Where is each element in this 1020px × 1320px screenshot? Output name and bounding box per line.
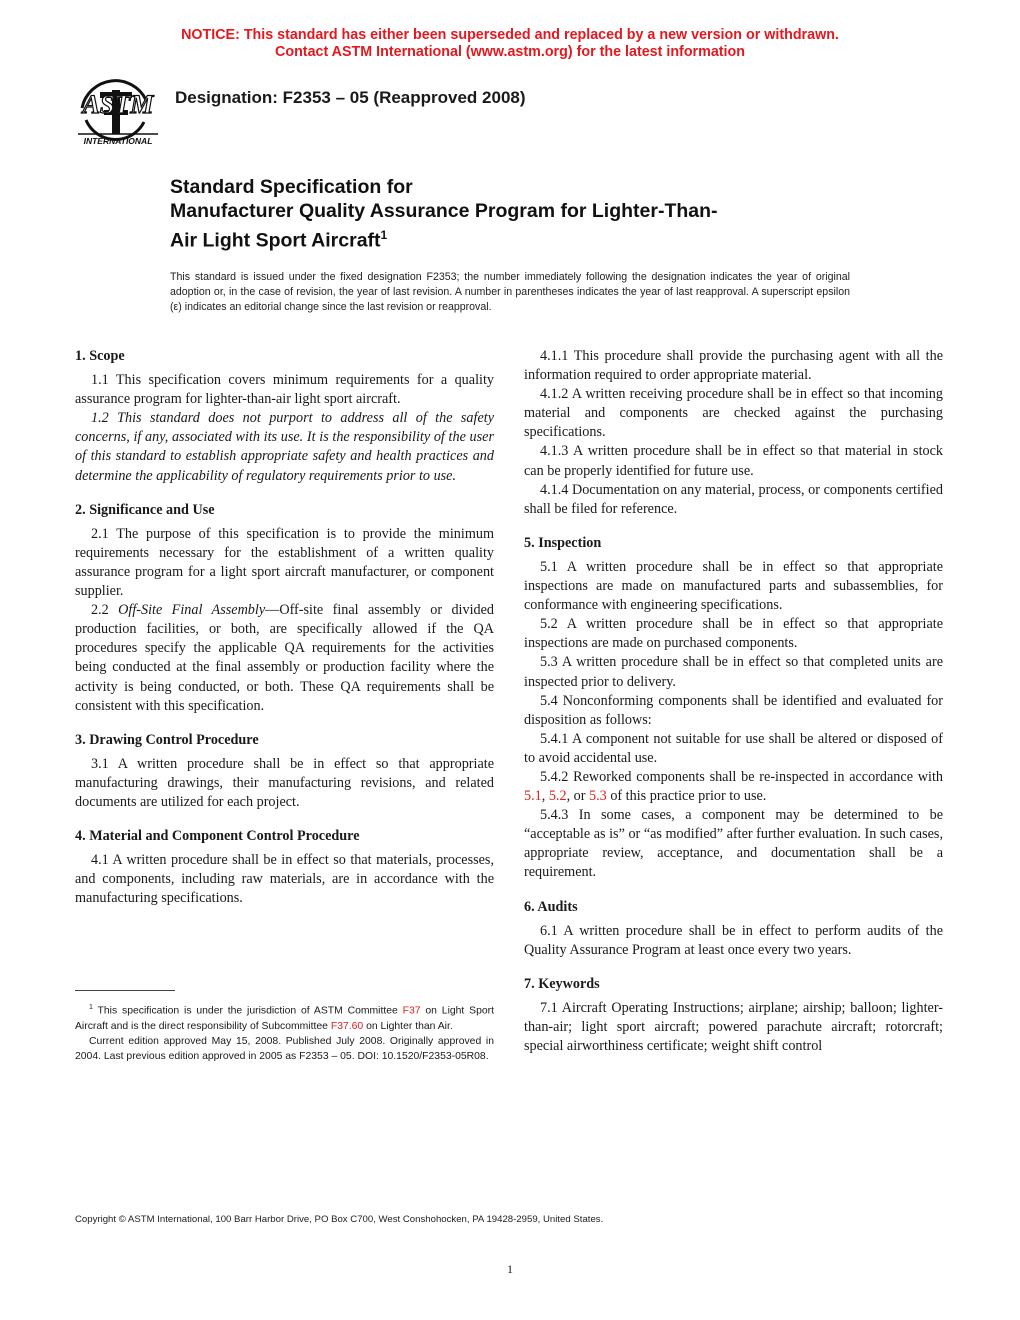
logo-wordmark: ASTM xyxy=(82,90,154,119)
issuance-text-2: ) indicates an editorial change since the last revision or reapproval. xyxy=(178,301,492,314)
paragraph-5-4-2-text-b: of this practice prior to use. xyxy=(606,788,767,805)
paragraph-4-1-1: 4.1.1 This procedure shall provide the purchasing agent with all the information required to order appropriate material. xyxy=(524,348,943,384)
astm-international-logo xyxy=(74,70,162,148)
page-number: 1 xyxy=(507,1262,513,1276)
title-line-3-text: Air Light Sport Aircraft xyxy=(170,229,381,252)
footnote-text-c: on Lighter than Air. xyxy=(363,1020,453,1032)
paragraph-4-1: 4.1 A written procedure shall be in effect so that materials, processes, and components, including raw materials, are in accordance with the manufacturing specifications. xyxy=(75,852,494,907)
paragraph-2-2 xyxy=(75,601,494,716)
subcommittee-link[interactable]: F37.60 xyxy=(330,1020,364,1032)
paragraph-7-1: 7.1 Aircraft Operating Instructions; airplane; airship; balloon; lighter-than-air; light sport aircraft; powered parachute aircraft; rotorcraft; special airworthiness certificate; weight shift control xyxy=(524,999,943,1055)
notice-line-2: Contact ASTM International (www.astm.org) for the latest information xyxy=(275,44,745,60)
right-column xyxy=(524,347,943,1056)
section-heading-material: 4. Material and Component Control Procedure xyxy=(75,828,360,845)
footnote-1 xyxy=(75,1000,494,1034)
paragraph-4-1-2: 4.1.2 A written receiving procedure shall be in effect so that incoming material and components are checked against the purchasing specifications. xyxy=(524,386,943,441)
section-heading-audits: 6. Audits xyxy=(524,898,578,915)
paragraph-5-4-3: 5.4.3 In some cases, a component may be determined to be “acceptable as is” or “as modified” after further evaluation. In such cases, appropriate review, acceptance, and documentation shall be a requirement. xyxy=(524,807,943,881)
footnote-text-b: on Light Sport Aircraft and is the direct responsibility of Subcommittee xyxy=(75,1005,494,1032)
designation: Designation: F2353 – 05 (Reapproved 2008) xyxy=(175,88,526,107)
astm-logo-icon xyxy=(74,70,162,148)
paragraph-5-3: 5.3 A written procedure shall be in effect so that completed units are inspected prior to delivery. xyxy=(524,654,943,690)
paragraph-2-2-number: 2.2 xyxy=(91,602,119,619)
title-line-2: Manufacturer Quality Assurance Program for Lighter-Than- xyxy=(170,200,718,222)
paragraph-3-1: 3.1 A written procedure shall be in effect so that appropriate manufacturing drawings, their manufacturing revisions, and related documents are utilized for each project. xyxy=(75,755,494,810)
section-heading-keywords: 7. Keywords xyxy=(524,975,600,992)
title-line-1: Standard Specification for xyxy=(170,176,413,198)
ref-separator-2: , or xyxy=(566,788,590,805)
ref-separator-1: , xyxy=(541,788,549,805)
paragraph-2-2-body: —Off-site final assembly or divided production facilities, or both, are specifically allowed if the QA procedures specify the applicable QA requirements for the activities being conducted at the final assembly or production facility where the activity is being conducted, or both. These QA requirements shall be consistent with this specification. xyxy=(75,602,494,714)
paragraph-1-2: 1.2 This standard does not purport to address all of the safety concerns, if any, associated with its use. It is the responsibility of the user of this standard to establish appropriate safety and health practices and determine the applicability of regulatory requirements prior to use. xyxy=(75,410,494,484)
paragraph-2-2-term: Off-Site Final Assembly xyxy=(118,602,266,619)
paragraph-5-2: 5.2 A written procedure shall be in effect so that appropriate inspections are made on purchased components. xyxy=(524,616,943,652)
footnote-edition: Current edition approved May 15, 2008. Published July 2008. Originally approved in 2004. Last previous edition approved in 2005 as F2353 – 05. DOI: 10.1520/F2353-05R08. xyxy=(75,1035,494,1063)
footnote-mark: 1 xyxy=(89,1004,93,1011)
footnote-divider xyxy=(75,990,175,991)
paragraph-6-1: 6.1 A written procedure shall be in effect to perform audits of the Quality Assurance Program at least once every two years. xyxy=(524,922,943,958)
section-heading-scope: 1. Scope xyxy=(75,348,125,364)
superseded-notice xyxy=(0,27,1020,61)
paragraph-4-1-3: 4.1.3 A written procedure shall be in effect so that material in stock can be properly identified for future use. xyxy=(524,443,943,479)
title-line-3 xyxy=(170,223,870,253)
ref-link-5-3[interactable]: 5.3 xyxy=(589,788,607,805)
committee-link[interactable]: F37 xyxy=(402,1005,421,1017)
issuance-statement xyxy=(170,270,850,316)
notice-line-1: NOTICE: This standard has either been superseded and replaced by a new version or withdrawn. xyxy=(181,27,839,43)
epsilon-symbol: ε xyxy=(173,301,179,314)
document-title xyxy=(170,175,870,253)
paragraph-5-1: 5.1 A written procedure shall be in effect so that appropriate inspections are made on manufactured parts and subassemblies, for conformance with engineering specifications. xyxy=(524,558,943,614)
paragraph-5-4-2 xyxy=(524,768,943,806)
ref-link-5-1[interactable]: 5.1 xyxy=(524,788,542,805)
title-footnote-mark: 1 xyxy=(380,228,388,242)
section-heading-significance: 2. Significance and Use xyxy=(75,501,215,518)
copyright-line: Copyright © ASTM International, 100 Barr Harbor Drive, PO Box C700, West Conshohocken, PA 19428-2959, United States. xyxy=(75,1214,604,1225)
issuance-text-1: This standard is issued under the fixed designation F2353; the number immediately following the designation indicates the year of original adoption or, in the case of revision, the year of last revision. A number in parentheses indicates the year of last reapproval. A superscript epsilon ( xyxy=(170,271,850,314)
paragraph-5-4-2-text-a: 5.4.2 Reworked components shall be re-inspected in accordance with xyxy=(540,768,943,785)
paragraph-5-4: 5.4 Nonconforming components shall be identified and evaluated for disposition as follows: xyxy=(524,692,943,728)
footnote-text-a: This specification is under the jurisdiction of ASTM Committee xyxy=(92,1005,403,1017)
section-heading-inspection: 5. Inspection xyxy=(524,534,602,551)
ref-link-5-2[interactable]: 5.2 xyxy=(548,788,567,805)
paragraph-4-1-4: 4.1.4 Documentation on any material, process, or components certified shall be filed for reference. xyxy=(524,481,943,517)
footnotes xyxy=(75,1000,494,1064)
paragraph-5-4-1: 5.4.1 A component not suitable for use shall be altered or disposed of to avoid accidental use. xyxy=(524,730,943,766)
paragraph-2-1: 2.1 The purpose of this specification is to provide the minimum requirements necessary for the establishment of a written quality assurance program for a light sport aircraft manufacturer, or component supplier. xyxy=(75,525,494,600)
paragraph-1-1: 1.1 This specification covers minimum requirements for a quality assurance program for lighter-than-air light sport aircraft. xyxy=(75,372,494,408)
left-column xyxy=(75,347,494,908)
logo-tagline: INTERNATIONAL xyxy=(83,136,153,146)
section-heading-drawing: 3. Drawing Control Procedure xyxy=(75,731,259,748)
